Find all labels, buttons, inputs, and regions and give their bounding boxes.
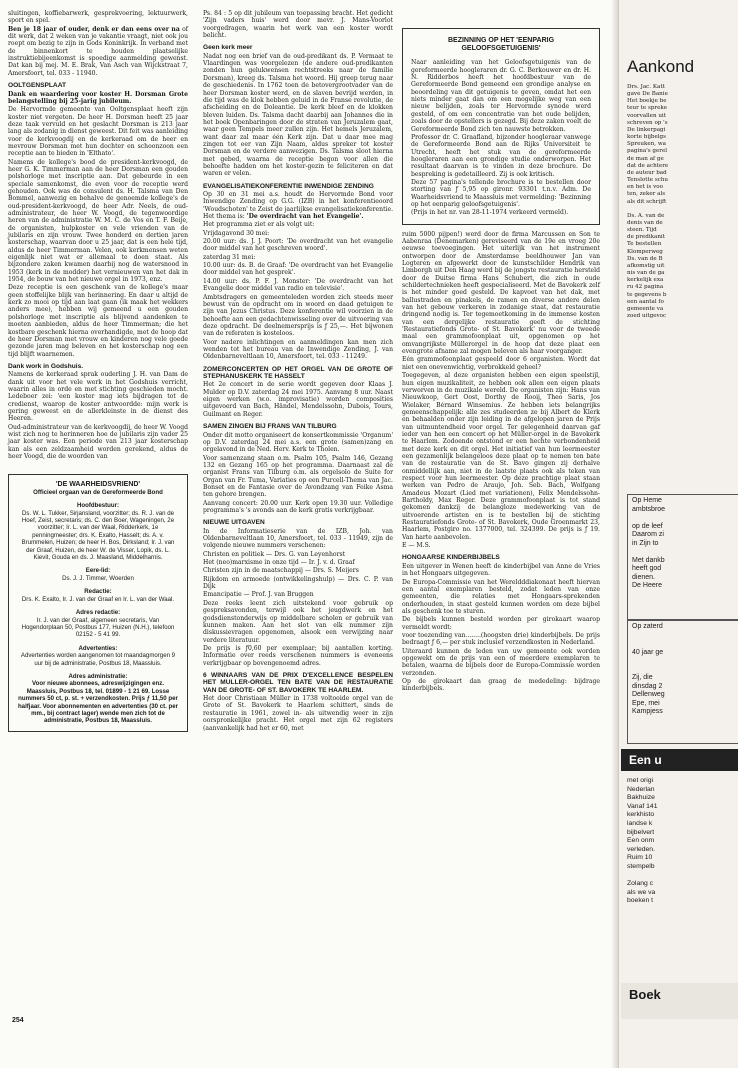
strip-title: Aankond — [627, 57, 695, 76]
paragraph: Het 2e concert in de serie wordt gegeven door Klaas J. Mulder op D.V. zaterdag 24 mei 1975. Aanvang 8 uur. Naast eigen werken (w.o. improvisatie) worden composities uitgevoerd van Bach, Händel, Mendelssohn, Dubois, Tours, Guilmant en Reger. — [203, 381, 393, 418]
paragraph: Christen zijn in de maatschappij — Drs. S. Meijers — [203, 567, 359, 575]
heading-ooltgensplaat: OOLTGENSPLAAT — [8, 82, 66, 90]
paragraph: Op de girokaart dan graag de mededeling: bijdrage kinderbijbels. — [402, 677, 600, 693]
paragraph: Eén grammofoonplaat gespeeld door 6 organisten. Wordt dat niet een onevenwichtig, verbrokkeld geheel? — [402, 356, 600, 371]
heading-zomerconcerten: ZOMERCONCERTEN OP HET ORGEL VAN DE GROTE OF STEPHANUSKERK TE HASSELT — [203, 365, 393, 380]
paragraph: De Europa-Commissie van het Wereldddiakonaat heeft hiervan een aantal exemplaren besteld, zodat leden van onze gemeenten, die relaties met Hongaars-sprekenden onderhouden, in staat gesteld kunnen worden om deze bijbel als geschenk toe te sturen. — [402, 578, 600, 615]
colophon-label: Adres redactie: — [75, 609, 121, 617]
signature: E — M.S. — [402, 542, 431, 550]
strip-boek: Boek — [621, 983, 738, 1019]
box-title: BEZINNING OP HET 'EENPARIG GELOOFSGETUIGENIS' — [447, 37, 555, 53]
ad-box: Op Heme ambtsbroe op de leef Daarom zi in Zijn to Met dankb heeft god dienen. De Heere — [627, 494, 738, 620]
paragraph: Emancipatie — Prof. J. van Bruggen — [203, 591, 314, 599]
strip-text: Drs. Jac. Katt gave De Banie Het boekje be teur te spreke voorvallen uit schreven op 's De linkerpagi korte bijbelgs Spreuken, wa pagina's gerel de man af ge dat de achtere de auteur bad Tenslotte schu en het is voo ten, zeker als als dit schrijft Ds. A. van de denis van de steen. Tijd de predikanit Te bestellen Klomperweg Ds. van de B afkomstig uit nis van de ga kerkelijk exa ru 42 pagina te gegevens b een aantal fo gemeente va zoed uitgevoc — [627, 84, 669, 319]
paragraph: De prijs is ƒ0,60 per exemplaar; bij aantallen korting. Informatie over reeds verschenen nummers is eveneens verkrijgbaar op bovengenoemd adres. — [203, 644, 393, 667]
paragraph: Aanvang concert: 20.00 uur. Kerk open 19.30 uur. Volledige programma's 's avonds aan de kerk gratis verkrijgbaar. — [203, 499, 393, 514]
paragraph: ruim 5000 pijpen!) werd door de firma Marcussen en Son te Aabenraa (Denemarken) gereviseerd van de 19e en vroeg 20e eeuwse toevoegingen. Het uiterlijk van het instrument ontworpen door de Amsterdamse beeldhouwer Jan van Logteren en afgewerkt door de kunstschilder Hendrik van Limborgh uit Den Haag werd bij de jongste restauratie hersteld door de Duitse firma Hans Schubert, die zich in oude schildertechnieken heeft gespecialiseerd. Met de Bavokerk zelf is het minder goed gesteld. De kapvoet van het dak, met ballustraden en pinakels, de ramen en diverse andere delen van het gebouw verkeren in zodanige staat, dat restauratie dringend nodig is. Ter tegemoetkoming in de immense kosten van een dergelijke restauratie geeft de stichting 'Restauratiefonds Grote- of St. Bavokerk' nu voor de tweede maal een grammofoonplaat uit, opgenomen op het omvangrijkste Müllerorgel in de hoop dat deze plaat een evengrote afname zal mogen beleven als haar voorganger. — [402, 230, 600, 356]
paragraph: Ambtsdragers en gemeenteleden worden zich steeds meer bewust van de opdracht om in woord en daad getuigen te zijn van Jezus Christus. Deze konferentie wil voorzien in de behoefte aan een gedachtenwisseling over de uitvoering van deze opdracht. De deelnemersprijs is ƒ 25,—. Het bijwonen van de referaten is kosteloos. — [203, 293, 393, 338]
heading-dank: Dank work in Godshuis. — [8, 362, 84, 370]
paragraph: De Hervormde gemeente van Ooltgensplaat heeft zijn koster niet vergeten. De heer H. Dorsman heeft 25 jaar deze taak vervuld en het geslacht Dorsman is 213 jaar lang als zodanig in dienst geweest. Dit feit was aanleiding voor de kerkvoogdij en de kerkeraad om de heer en mevrouw Dorsman met hun dochter en schoonzoon een receptie aan te bieden in 'Elthato'. — [8, 106, 188, 158]
paragraph: Nadat nog een brief van de oud-predikant ds. P. Vermaat te Vlaardingen was voorgelezen (de andere oud-predikanten zonden hun gelukwensen rechtstreeks naar de familie Dorsman), kreeg ds. Talsma het woord. Hij greep terug naar de geschiedenis. In 1762 toen de betovergrootvader van de heer Dorsman koster werd, en de slaven bevrijd werden, in die tijd was de klok hebben geluid in de Franse revolutie, de afscheiding en de Doleantie. De kerk bleef en de klokken bleven luiden. Ds. Talsma dacht daarbij aan Johannes die in het boek Openbaringen door de straten van Jeruzalem gaat, waar geen Tempels meer zullen zijn. Het hemels Jeruzalem, want daar zal maar één Kerk zijn. Dat u daar mee mag zingen tot eer van Zijn Naam, aldus spreker tot koster Dorsman en de verdere aanwezigen. Ds. Talsma sloot hierna met gebed, waarna de receptie begon voor allen die behoefte hadden om het koster-gezin te feliciteren en dat waren er velen. — [203, 52, 393, 178]
bezinning-box — [402, 28, 600, 225]
paragraph: Toegegeven, al deze organisten hebben een eigen speelstijl, hun eigen muzikaliteit, ze hebben ook allen een eigen plaats verworven in de muzikale wereld. De organisten zijn: Hans van Nieuwkoop, Gert Oost, Dorthy de Rooij, Theo Saris, Jos Wielaker, Bérnard Winsemius. Ze hebben iets belangrijks gemeenschappelijk: alle zes studeerden ze bij Albert de Klerk en behaalden onder zijn leiding in de afgelopen jaren de Prijs van uitmuntendheid voor orgel. Ter gelegenheid daarvan gaf ieder van hen een concert op het Müller-orgel in de Bavokerk te Haarlem. Zodoende ontstond er een hechte verbondenheid met deze kerk en dit orgel. Het initiatief van hun leermeester een gezamenlijk belangeloos deze plaat op te nemen ten bate van de restauratie van de St. Bavo gingen zij derhalve onmiddellijk aan, niet in de laatste plaats ook als teken van respect voor hun leermeester. Op deze prachtige plaat staan werken van Pedro de Araujo, Joh. Seb. Bach, Wolfgang Amadeus Mozart (Lied met variationen), Felix Mendelssohn-Bartholdy, Max Reger. Deze grammofoonplaat is tot stand gekomen dankzij de belangloze medewerking van de uitvoerende artisten en is te bestellen bij de stichting Restauratiefonds Grote- of St. Bavokerk, Oude Groenmarkt 23, Haarlem, Postgiro no. 1377000, tel. 324399. De prijs is ƒ 19. Van harte aanbevolen. — [402, 372, 600, 541]
paragraph: Voor samenzang staan o.m. Psalm 105, Psalm 146, Gezang 132 en Gezang 165 op het programma. Daarnaast zal de organist Frans van Tilburg o.m. als orgelsolo de Suite for Organ van Fr. Tuma, Variaties op een Purcell-Thema van Jac. Bonset en de Fantasie over de Avondzang van Feike Asma ten gehore brengen. — [203, 454, 393, 499]
heading-nieuwe-uitgaven: NIEUWE UITGAVEN — [203, 519, 265, 527]
column-1 — [8, 10, 188, 732]
theme: 'De overdracht van het Evangelie'. — [246, 213, 364, 221]
colophon-text: Ir. J. van der Graaf, algemeen secretaris, Van Hogendorplaan 50, Postbus 177, Huizen (N.H.), telefoon 02152 - 5 41 99. — [21, 616, 175, 639]
colophon-text: Voor nieuwe abonnees, adreswijzigingen enz. Maassluis, Postbus 18, tel. 01899 - 1 21 69. Losse nummers 50 ct, p. st. + verzendkosten. Prijs ƒ 11,50 per halfjaar. Voor abonnementen en advertenties (30 ct. per mm., bij contract lager) wende men zich tot de administratie, Postbus 18, Maassluis. — [17, 680, 179, 725]
paragraph: Oud-administrateur van de kerkvoogdij, de heer W. Voogd wist zich nog te herinneren hoe de jubilaris zijn vader 25 jaar koster was. Een periode van 213 jaar kosterschap kan als een zeldzaamheid worden gerekend, aldus de heer Voogd, die de woorden van — [8, 423, 188, 461]
paragraph: Deze receptie is een geschenk van de kollege's maar geen stoffelijke blijk van herinnering. En daar u altijd de kerk zo mooi op tijd aan laat gaan (ik maak het wekkers anders mee), hebben wij gemeend u een gouden polshorloge met inscriptie als blijvend aandenken te moeten aanbieden, aldus de heer Timmerman; die het kostbare geschenk hierna overhandigde, met de hoop dat de heer Dorsman met vrouw en kinderen nog vele goede gezonde jaren mag beleven en het kosterschap nog een tijd blijft waarnemen. — [8, 284, 188, 358]
paragraph: Naar aanleiding van het Geloofsgetuigenis van de gereformeerde hoogleraren dr. G. C. Berkouwer en dr. H. N. Ridderbos heeft het hoofdbestuur van de Gereformeerde Bond gemeend een grondige analyse en beoordeling van dit getuigenis te geven, omdat het een niets minder gaat dan om een mogelijke weg van een nieuw belijden, zoals ter Hervormde synode werd gesteld, of om een concentratie van het oude belijden, zoals door de opstellers is gezegd. Bij deze zaken voelt de Gereformeerde Bond zich ten nauwste betrokken. — [411, 59, 591, 133]
paragraph: Het programma ziet er als volgt uit: — [203, 221, 315, 229]
heading-evangelisatie: EVANGELISATIEKONFERENTIE INWENDIGE ZENDING — [203, 182, 374, 190]
paragraph: Het door Christiaan Müller in 1738 voltooide orgel van de Grote of St. Bavokerk te Haarlem schittert, sinds de restauratie in 1961, zowel in- als uitwendig weer in zijn oorspronkelijke pracht. Het orgel met zijn 62 registers (aanvankelijk had het er 60, met — [203, 695, 393, 732]
paragraph: De bijbels kunnen besteld worden per girokaart waarop vermeldt wordt: — [402, 616, 600, 631]
strip-banner: Een u — [621, 749, 738, 771]
paragraph: 10.00 uur: ds. B. de Graaf: 'De overdracht van het Evangelie door middel van het gesprek'. — [203, 262, 393, 277]
page-number: 254 — [12, 1017, 24, 1024]
paragraph: Op 30 en 31 mei a.s. houdt de Hervormde Bond voor Inwendige Zending op G.G. (IZB) in het konferentieoord 'Woudschoten' te Zeist de jaarlijkse evangelisatiekonferentie. Het thema is: — [203, 191, 394, 221]
paragraph: 20.00 uur: ds. J. J. Poort: 'De overdracht van het evangelie door middel van het geschreven woord'. — [203, 238, 393, 253]
next-page-strip — [618, 0, 738, 1068]
colophon-text: Advertenties worden aangenomen tot maandagmorgen 9 uur bij de administratie, Postbus 18, Maassluis. — [20, 652, 176, 667]
paragraph: voor toezending van........(hoogsten drie) kinderbijbels. De prijs bedraagt ƒ 6,— per stuk inclusief verzendkosten in Nederland. — [402, 631, 600, 647]
intro-bold: Ben je 18 jaar of ouder, denk er dan eens over na — [8, 25, 180, 33]
column-2 — [203, 10, 393, 733]
paragraph: Deze 57 pagina's tellende brochure is te bestellen door storting van ƒ 5,95 op gironr. 93301 t.n.v. Adm. De Waarheidsvriend te Maassluis met vermelding: 'Bezinning op het eenparig geloofsgetuigenis'. — [411, 178, 592, 208]
paragraph: Namens de kerkeraad sprak ouderling J. H. van Dam de dank uit voor het vele werk in het Godshuis verricht, waarin alles in orde en met stichting geschieden mocht. Ledeboer zei: 'een koster mag iets bijdragen tot de credienst, waarop de koster antwoordde: mijn werk is gering geweest en de allerkleinste in de dienst des Heeren. — [8, 371, 188, 423]
colophon-label: Advertenties: — [78, 644, 118, 652]
paragraph: zaterdag 31 mei: — [203, 253, 256, 261]
colophon-label: Adres administratie: — [68, 672, 128, 680]
paragraph: Ps. 84 : 5 op dit jubileum van toepassing bracht. Het gedicht 'Zijn vaders huis' werd door mevr. J. Mans-Voorlot voorgedragen, waarin het werk van een koster wordt belicht. — [203, 10, 393, 40]
colophon-text: Ds. W. L. Tukker, Sirjansland, voorzitter; ds. R. J. van de Hoef, Zeist, secretaris; ds. C. den Boer, Wageningen, 2e voorzitter; Ir. L. van der Waal, Ridderkerk, 1e penningmeester; drs. K. Exalto, Hasselt; ds. A. v. Brummelen, Huizen; de heer H. Bos, Dirksland; Ir. J. van der Graaf, Huizen, de heer W. de Visser, Lopik, ds. L. Kievit, Gouda en ds. J. Maasland, Middelharnis. — [21, 509, 175, 562]
heading-hongaarse: HONGAARSE KINDERBIJBELS — [402, 554, 500, 562]
ad-box: Op zaterd 40 jaar ge Zij, die dinsdag 2 Dellenweg Epe, mei Kampjess — [627, 620, 738, 744]
paragraph: 14.00 uur: ds. P. F. J. Monster: 'De overdracht van het Evangelie door middel van radio en televisie'. — [203, 277, 393, 293]
colophon-label: Hoofdbestuur: — [77, 502, 119, 510]
paragraph: Professor dr. C. Graafland, bijzonder hoogleraar vanwege de Gereformeerde Bond aan de Rijks Universiteit te Utrecht, heeft het stuk van de gereformeerde hoogleraren aan een grondige studie onderworpen. Het resultaat daarvan is te vinden in deze brochure. De bespreking is gedetailleerd. Zij is ook kritisch. — [411, 133, 591, 178]
colophon-text: Drs. K. Exalto, Ir. J. van der Graaf en Ir. L. van der Waal. — [21, 595, 175, 603]
paragraph: Rijkdom en armoede (ontwikkelingshulp) — Drs. C. P. van Dijk — [203, 575, 393, 591]
strip-banner-text: met origi Nederlan Bakhuize Vanaf 141 kerkhisto landse k bijbelvert Een onm verleden. Ruim 10 stempelb Zolang c als we va boeken t — [627, 777, 658, 905]
subheading-ooltgensplaat: Dank en waardering voor koster H. Dorsman Grote belangstelling bij 25-jarig jubileum. — [8, 90, 188, 105]
intro-rest: of dit werk, dat 2 weken van je vakantie vraagt, niet ook jou roept om bezig te zijn in Gods Koninkrijk. In verband met de binnenkort te houden plaatselijke instruktiebijeenkomst is spoedige aanmelding gewenst. Dat kan bij mej. M. E. Brak, Van Asch van Wijckstraat 7, Amersfoort, tel. 033 - 11940. — [8, 25, 188, 77]
paragraph: Vrijdagavond 30 mei: — [203, 229, 270, 237]
paragraph: Onder dit motto organiseert de konsertkommissie 'Organum' op D.V. zaterdag 24 mei a.s. een grote (samen)zang en orgelavond in de Ned. Herv. Kerk te Tholen. — [203, 431, 393, 454]
paragraph: Christen en politiek — Drs. G. van Leyenhorst — [203, 550, 346, 558]
paragraph: (Prijs in het nr. van 28-11-1974 verkeerd vermeld). — [411, 209, 569, 217]
colophon-label: Redactie: — [84, 588, 112, 596]
colophon-box — [8, 474, 188, 731]
paragraph: Voor nadere inlichtingen en aanmeldingen kan men zich wenden tot het bureau van de Inwendige Zending, J. van Oldenbarneveltlaan 10, Amersfoort, tel. 033 - 11249. — [203, 338, 393, 361]
heading-winnaars: 6 WINNAARS VAN DE PRIX D'EXCELLENCE BESPELEN HET MULLER-ORGEL TEN BATE VAN DE RESTAURATIE VAN DE GROTE- OF ST. BAVOKERK TE HAARLEM. — [203, 671, 393, 694]
colophon-title: 'DE WAARHEIDSVRIEND' — [55, 481, 141, 489]
colophon-text: Ds. J. J. Timmer, Woerden — [62, 574, 134, 582]
paragraph: Een uitgever in Wenen heeft de kinderbijbel van Anne de Vries in het Hongaars uitgegeven. — [402, 562, 600, 578]
page-gutter — [611, 0, 618, 1068]
heading-geen-kerk: Geen kerk meer — [203, 44, 253, 52]
column-3 — [402, 28, 600, 694]
paragraph: Deze reeks leent zich uitstekend voor gebruik op gespreksavonden, terwijl ook het jeugdwerk en het godsdienstonderwijs op middelbare scholen er gebruik van kunnen maken. Aan het slot van elk nummer zijn diskussievragen opgenomen, alsook een verwijzing naar verdere literatuur. — [203, 599, 393, 644]
paragraph: Uiteraard kunnen de leden van uw gemeente ook worden opgewekt om de prijs van een of meerdere exemplaren te betalen, waarna de bijbels door de Europa-Commissie worden verzonden. — [402, 647, 600, 677]
heading-samen-zingen: SAMEN ZINGEN BIJ FRANS VAN TILBURG — [203, 423, 337, 431]
colophon-label: Eere-lid: — [85, 567, 111, 575]
intro-text: sluitingen, koffiebarwerk, gesprekvoering, lektuurwerk, sport en spel. — [8, 10, 188, 25]
colophon-subtitle: Officieel orgaan van de Gereformeerde Bond — [33, 488, 163, 496]
paragraph: Het (neo)marxisme in onze tijd — Ir. J. v. d. Graaf — [203, 559, 355, 567]
paragraph: Namens de kollege's bood de president-kerkvoogd, de heer G. K. Timmerman aan de heer Dorsman een gouden polshorloge met inscriptie aan. Dat gebeurde in een speciale samenkomst, die even voor de receptie werd gehouden. Ook was de consulent ds. H. Talsma van Den Bommel, aanwezig en behalve de genoemde kollege's de oud-president-kerkvoogd, de heer Adr. Neels, de oud-administrateur, de heer W. Voogd, de tegenwoordige heren van de administratie W. M. C. de Vos en T. F. Beije, de organisten, hulpkoster en vele vrienden van de jubilaris en zijn vrouw. Twee honderd en dertien jaren kosterschap, waarvan door u 25 jaar, dat is een hele tijd, aldus de heer Timmerman. Velen, ook kerkmensen weten eigenlijk niet wat er allemaal te doen staat. Als bijzondere zaken kwamen daarbij nog de watersnood in 1953 (kerk in de modder) het vernieuwen van het dak in 1954, de bouw van het nieuwe orgel in 1973, enz. — [8, 158, 188, 284]
paragraph: In de Informatieserie van de IZB, Joh. van Oldenbarneveltlaan 10, Amersfoort, tel. 033 - 11949, zijn de volgende nieuwe nummers verschenen: — [203, 527, 393, 550]
